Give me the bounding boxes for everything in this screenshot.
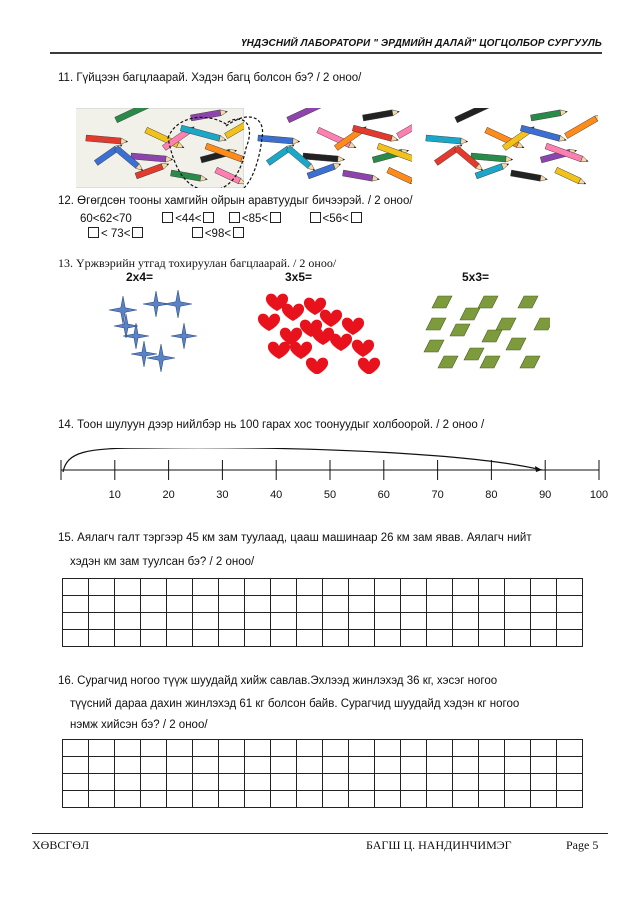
grid-cell[interactable] xyxy=(245,774,271,791)
grid-cell[interactable] xyxy=(89,757,115,774)
grid-cell[interactable] xyxy=(245,579,271,596)
answer-box[interactable] xyxy=(132,227,143,238)
arrow-head-icon xyxy=(535,466,542,472)
grid-cell[interactable] xyxy=(141,579,167,596)
grid-cell[interactable] xyxy=(193,774,219,791)
grid-cell[interactable] xyxy=(271,596,297,613)
grid-cell[interactable] xyxy=(401,791,427,808)
answer-box[interactable] xyxy=(310,212,321,223)
grid-cell[interactable] xyxy=(323,774,349,791)
grid-cell[interactable] xyxy=(167,757,193,774)
grid-row xyxy=(63,774,583,791)
grid-cell[interactable] xyxy=(271,630,297,647)
heart-icon xyxy=(282,304,304,321)
grid-cell[interactable] xyxy=(89,596,115,613)
parallelogram-icon xyxy=(534,318,550,330)
grid-cell[interactable] xyxy=(375,791,401,808)
grid-cell[interactable] xyxy=(89,613,115,630)
answer-box[interactable] xyxy=(162,212,173,223)
grid-cell[interactable] xyxy=(323,579,349,596)
grid-cell[interactable] xyxy=(115,740,141,757)
grid-row xyxy=(63,613,583,630)
grid-cell[interactable] xyxy=(193,630,219,647)
grid-cell[interactable] xyxy=(193,740,219,757)
grid-cell[interactable] xyxy=(271,579,297,596)
question-15-line-1: 15. Аялагч галт тэргээр 45 км зам туулаад, цааш машинаар 26 км зам явав. Аялагч нийт xyxy=(58,532,532,544)
rounding-item-3: <85< xyxy=(241,213,269,225)
grid-cell[interactable] xyxy=(531,579,557,596)
grid-cell[interactable] xyxy=(453,757,479,774)
parallelogram-icon xyxy=(432,296,452,308)
grid-cell[interactable] xyxy=(115,596,141,613)
grid-row xyxy=(63,791,583,808)
grid-cell[interactable] xyxy=(453,630,479,647)
grid-cell[interactable] xyxy=(89,791,115,808)
grid-cell[interactable] xyxy=(557,613,583,630)
rounding-row-2 xyxy=(86,227,246,240)
multiplication-label-3: 5x3= xyxy=(462,270,490,284)
grid-row xyxy=(63,579,583,596)
grid-cell[interactable] xyxy=(219,774,245,791)
pencil-group-2 xyxy=(244,108,436,188)
grid-row xyxy=(63,757,583,774)
grid-cell[interactable] xyxy=(167,579,193,596)
grid-cell[interactable] xyxy=(375,740,401,757)
grid-cell[interactable] xyxy=(115,630,141,647)
grid-cell[interactable] xyxy=(297,579,323,596)
parallelogram-icon xyxy=(424,340,444,352)
grid-cell[interactable] xyxy=(141,757,167,774)
tick-label: 80 xyxy=(485,489,498,501)
answer-grid-15[interactable] xyxy=(62,578,583,647)
parallelogram-icon xyxy=(482,330,502,342)
grid-cell[interactable] xyxy=(505,596,531,613)
grid-cell[interactable] xyxy=(427,774,453,791)
tick-label: 20 xyxy=(162,489,175,501)
grid-cell[interactable] xyxy=(141,596,167,613)
grid-cell[interactable] xyxy=(271,613,297,630)
grid-cell[interactable] xyxy=(453,791,479,808)
tick-label: 50 xyxy=(323,489,337,501)
grid-cell[interactable] xyxy=(323,596,349,613)
grid-cell[interactable] xyxy=(505,774,531,791)
grid-cell[interactable] xyxy=(219,579,245,596)
grid-cell[interactable] xyxy=(505,740,531,757)
question-16-line-3: нэмж хийсэн бэ? / 2 оноо/ xyxy=(70,719,208,731)
grid-cell[interactable] xyxy=(557,774,583,791)
grid-row xyxy=(63,740,583,757)
grid-cell[interactable] xyxy=(63,791,89,808)
tick-label: 70 xyxy=(431,489,444,501)
grid-cell[interactable] xyxy=(375,757,401,774)
grid-cell[interactable] xyxy=(63,579,89,596)
tick-label: 100 xyxy=(589,489,609,501)
grid-cell[interactable] xyxy=(557,740,583,757)
grid-cell[interactable] xyxy=(89,579,115,596)
grid-cell[interactable] xyxy=(63,757,89,774)
question-16-line-1: 16. Сурагчид ногоо түүж шуудайд хийж савлав.Эхлээд жинлэхэд 36 кг, хэсэг ногоо xyxy=(58,675,498,687)
grid-cell[interactable] xyxy=(141,740,167,757)
grid-cell[interactable] xyxy=(245,613,271,630)
grid-cell[interactable] xyxy=(401,740,427,757)
grid-cell[interactable] xyxy=(219,740,245,757)
grid-cell[interactable] xyxy=(427,596,453,613)
question-12: 12. Өгөгдсөн тооны хамгийн ойрын аравтуудыг бичээрэй. / 2 оноо/ xyxy=(58,195,413,207)
grid-cell[interactable] xyxy=(375,774,401,791)
grid-cell[interactable] xyxy=(115,757,141,774)
grid-cell[interactable] xyxy=(89,630,115,647)
grid-cell[interactable] xyxy=(401,630,427,647)
grid-cell[interactable] xyxy=(193,613,219,630)
grid-cell[interactable] xyxy=(479,757,505,774)
grid-cell[interactable] xyxy=(323,757,349,774)
question-11: 11. Гүйцээн багцлаарай. Хэдэн багц болсон бэ? / 2 оноо/ xyxy=(58,72,362,84)
answer-box[interactable] xyxy=(88,227,99,238)
grid-cell[interactable] xyxy=(167,613,193,630)
grid-cell[interactable] xyxy=(89,740,115,757)
grid-cell[interactable] xyxy=(427,791,453,808)
grid-cell[interactable] xyxy=(557,596,583,613)
grid-cell[interactable] xyxy=(63,774,89,791)
grid-cell[interactable] xyxy=(557,757,583,774)
grid-cell[interactable] xyxy=(89,774,115,791)
grid-cell[interactable] xyxy=(453,740,479,757)
star-icon xyxy=(131,341,157,367)
heart-icon xyxy=(352,340,374,357)
grid-cell[interactable] xyxy=(167,630,193,647)
multiplication-label-2: 3x5= xyxy=(285,270,313,284)
answer-box[interactable] xyxy=(203,212,214,223)
heart-icon xyxy=(358,358,380,374)
grid-cell[interactable] xyxy=(323,791,349,808)
grid-cell[interactable] xyxy=(349,740,375,757)
grid-cell[interactable] xyxy=(557,630,583,647)
grid-cell[interactable] xyxy=(141,613,167,630)
grid-cell[interactable] xyxy=(557,791,583,808)
grid-row xyxy=(63,630,583,647)
grid-cell[interactable] xyxy=(401,596,427,613)
tick-label: 90 xyxy=(539,489,552,501)
grid-cell[interactable] xyxy=(401,774,427,791)
parallelogram-icon xyxy=(506,338,526,350)
parallelogram-icon xyxy=(426,318,446,330)
heart-group xyxy=(255,284,395,374)
rounding-item-2: <44< xyxy=(175,213,202,225)
grid-cell[interactable] xyxy=(245,630,271,647)
grid-cell[interactable] xyxy=(505,613,531,630)
grid-cell[interactable] xyxy=(427,757,453,774)
footer-school: ХӨВСГӨЛ xyxy=(32,838,90,852)
grid-cell[interactable] xyxy=(63,613,89,630)
heart-icon xyxy=(330,334,352,351)
tick-label: 30 xyxy=(216,489,229,501)
rounding-item-5: < 73< xyxy=(101,228,131,240)
grid-cell[interactable] xyxy=(245,740,271,757)
answer-box[interactable] xyxy=(229,212,240,223)
grid-cell[interactable] xyxy=(531,630,557,647)
answer-box[interactable] xyxy=(270,212,281,223)
heart-icon xyxy=(268,342,290,359)
parallelogram-icon xyxy=(460,308,480,320)
star-icon xyxy=(171,323,197,349)
parallelogram-icon xyxy=(450,324,470,336)
grid-cell[interactable] xyxy=(297,740,323,757)
grid-cell[interactable] xyxy=(63,740,89,757)
grid-cell[interactable] xyxy=(349,596,375,613)
grid-cell[interactable] xyxy=(427,630,453,647)
grid-cell[interactable] xyxy=(115,579,141,596)
grid-cell[interactable] xyxy=(193,791,219,808)
heart-icon xyxy=(320,310,342,327)
grid-cell[interactable] xyxy=(453,579,479,596)
grid-cell[interactable] xyxy=(531,791,557,808)
question-15-line-2: хэдэн км зам туулсан бэ? / 2 оноо/ xyxy=(70,556,255,568)
grid-row xyxy=(63,596,583,613)
grid-cell[interactable] xyxy=(427,613,453,630)
grid-cell[interactable] xyxy=(401,757,427,774)
number-line[interactable] xyxy=(55,448,615,506)
answer-box[interactable] xyxy=(233,227,244,238)
grid-cell[interactable] xyxy=(505,791,531,808)
grid-cell[interactable] xyxy=(167,596,193,613)
grid-cell[interactable] xyxy=(297,596,323,613)
page-header: ҮНДЭСНИЙ ЛАБОРАТОРИ " ЭРДМИЙН ДАЛАЙ" ЦОГЦОЛБОР СУРГУУЛЬ xyxy=(240,38,602,49)
grid-cell[interactable] xyxy=(115,613,141,630)
grid-cell[interactable] xyxy=(479,791,505,808)
grid-cell[interactable] xyxy=(349,579,375,596)
grid-cell[interactable] xyxy=(427,579,453,596)
heart-icon xyxy=(342,318,364,335)
grid-cell[interactable] xyxy=(193,579,219,596)
parallelogram-icon xyxy=(480,356,500,368)
grid-cell[interactable] xyxy=(63,630,89,647)
question-16-line-2: түүсний дараа дахин жинлэхэд 61 кг болсон байв. Сурагчид шуудайд хэдэн кг ногоо xyxy=(70,698,520,710)
parallelogram-icon xyxy=(478,296,498,308)
grid-cell[interactable] xyxy=(349,757,375,774)
pencil-group-3 xyxy=(412,108,598,188)
grid-cell[interactable] xyxy=(193,757,219,774)
grid-cell[interactable] xyxy=(479,740,505,757)
grid-cell[interactable] xyxy=(297,774,323,791)
grid-cell[interactable] xyxy=(479,579,505,596)
grid-cell[interactable] xyxy=(245,757,271,774)
grid-cell[interactable] xyxy=(375,579,401,596)
multiplication-label-1: 2x4= xyxy=(126,270,154,284)
heart-icon xyxy=(306,358,328,374)
grid-cell[interactable] xyxy=(375,596,401,613)
parallelogram-icon xyxy=(496,318,516,330)
grid-cell[interactable] xyxy=(297,791,323,808)
connecting-arc xyxy=(63,448,542,472)
grid-cell[interactable] xyxy=(505,757,531,774)
grid-cell[interactable] xyxy=(245,596,271,613)
grid-cell[interactable] xyxy=(479,613,505,630)
grid-cell[interactable] xyxy=(427,740,453,757)
footer-divider xyxy=(32,833,608,834)
grid-cell[interactable] xyxy=(297,613,323,630)
grid-cell[interactable] xyxy=(375,613,401,630)
grid-cell[interactable] xyxy=(453,613,479,630)
grid-cell[interactable] xyxy=(297,630,323,647)
footer-teacher: БАГШ Ц. НАНДИНЧИМЭГ xyxy=(366,838,512,852)
grid-cell[interactable] xyxy=(479,596,505,613)
parallelogram-icon xyxy=(464,348,484,360)
grid-cell[interactable] xyxy=(193,596,219,613)
grid-cell[interactable] xyxy=(349,613,375,630)
answer-grid-16[interactable] xyxy=(62,739,583,808)
parallelogram-icon xyxy=(438,356,458,368)
grid-cell[interactable] xyxy=(401,579,427,596)
grid-cell[interactable] xyxy=(219,630,245,647)
heart-icon xyxy=(290,342,312,359)
answer-box[interactable] xyxy=(192,227,203,238)
grid-cell[interactable] xyxy=(505,630,531,647)
heart-icon xyxy=(258,314,280,331)
star-icon xyxy=(147,344,175,372)
grid-cell[interactable] xyxy=(167,774,193,791)
grid-cell[interactable] xyxy=(63,596,89,613)
parallelogram-icon xyxy=(518,296,538,308)
grid-cell[interactable] xyxy=(115,774,141,791)
grid-cell[interactable] xyxy=(323,613,349,630)
grid-cell[interactable] xyxy=(219,596,245,613)
grid-cell[interactable] xyxy=(271,774,297,791)
grid-cell[interactable] xyxy=(401,613,427,630)
grid-cell[interactable] xyxy=(479,774,505,791)
grid-cell[interactable] xyxy=(141,791,167,808)
question-13: 13. Үржвэрийн утгад тохируулан багцлаарай. / 2 оноо/ xyxy=(58,256,337,270)
rounding-row-1 xyxy=(80,212,364,225)
grid-cell[interactable] xyxy=(141,774,167,791)
grid-cell[interactable] xyxy=(531,757,557,774)
grid-cell[interactable] xyxy=(323,630,349,647)
grid-cell[interactable] xyxy=(167,791,193,808)
grid-cell[interactable] xyxy=(219,791,245,808)
star-icon xyxy=(164,290,192,318)
footer-page-number: Page 5 xyxy=(566,838,599,852)
grid-cell[interactable] xyxy=(349,791,375,808)
grid-cell[interactable] xyxy=(271,791,297,808)
tick-label: 10 xyxy=(108,489,121,501)
star-group xyxy=(100,284,220,382)
header-divider xyxy=(50,52,602,54)
grid-cell[interactable] xyxy=(349,774,375,791)
grid-cell[interactable] xyxy=(375,630,401,647)
pencil-groups xyxy=(76,108,598,188)
tick-label: 60 xyxy=(377,489,390,501)
grid-cell[interactable] xyxy=(531,774,557,791)
grid-cell[interactable] xyxy=(453,774,479,791)
grid-cell[interactable] xyxy=(349,630,375,647)
grid-cell[interactable] xyxy=(505,579,531,596)
tick-label: 40 xyxy=(270,489,283,501)
answer-box[interactable] xyxy=(351,212,362,223)
grid-cell[interactable] xyxy=(141,630,167,647)
parallelogram-group xyxy=(420,294,550,374)
grid-cell[interactable] xyxy=(219,613,245,630)
star-icon xyxy=(109,296,137,324)
grid-cell[interactable] xyxy=(245,791,271,808)
rounding-item-1: 60<62<70 xyxy=(80,213,132,225)
parallelogram-icon xyxy=(520,356,540,368)
grid-cell[interactable] xyxy=(271,740,297,757)
grid-cell[interactable] xyxy=(219,757,245,774)
grid-cell[interactable] xyxy=(479,630,505,647)
grid-cell[interactable] xyxy=(531,740,557,757)
rounding-item-4: <56< xyxy=(322,213,349,225)
grid-cell[interactable] xyxy=(323,740,349,757)
grid-cell[interactable] xyxy=(557,579,583,596)
question-14: 14. Тоон шулуун дээр нийлбэр нь 100 гарах хос тоонуудыг холбоорой. / 2 оноо / xyxy=(58,419,485,431)
grid-cell[interactable] xyxy=(115,791,141,808)
grid-cell[interactable] xyxy=(531,613,557,630)
grid-cell[interactable] xyxy=(297,757,323,774)
rounding-item-6: <98< xyxy=(204,228,232,240)
grid-cell[interactable] xyxy=(531,596,557,613)
grid-cell[interactable] xyxy=(271,757,297,774)
grid-cell[interactable] xyxy=(453,596,479,613)
grid-cell[interactable] xyxy=(167,740,193,757)
